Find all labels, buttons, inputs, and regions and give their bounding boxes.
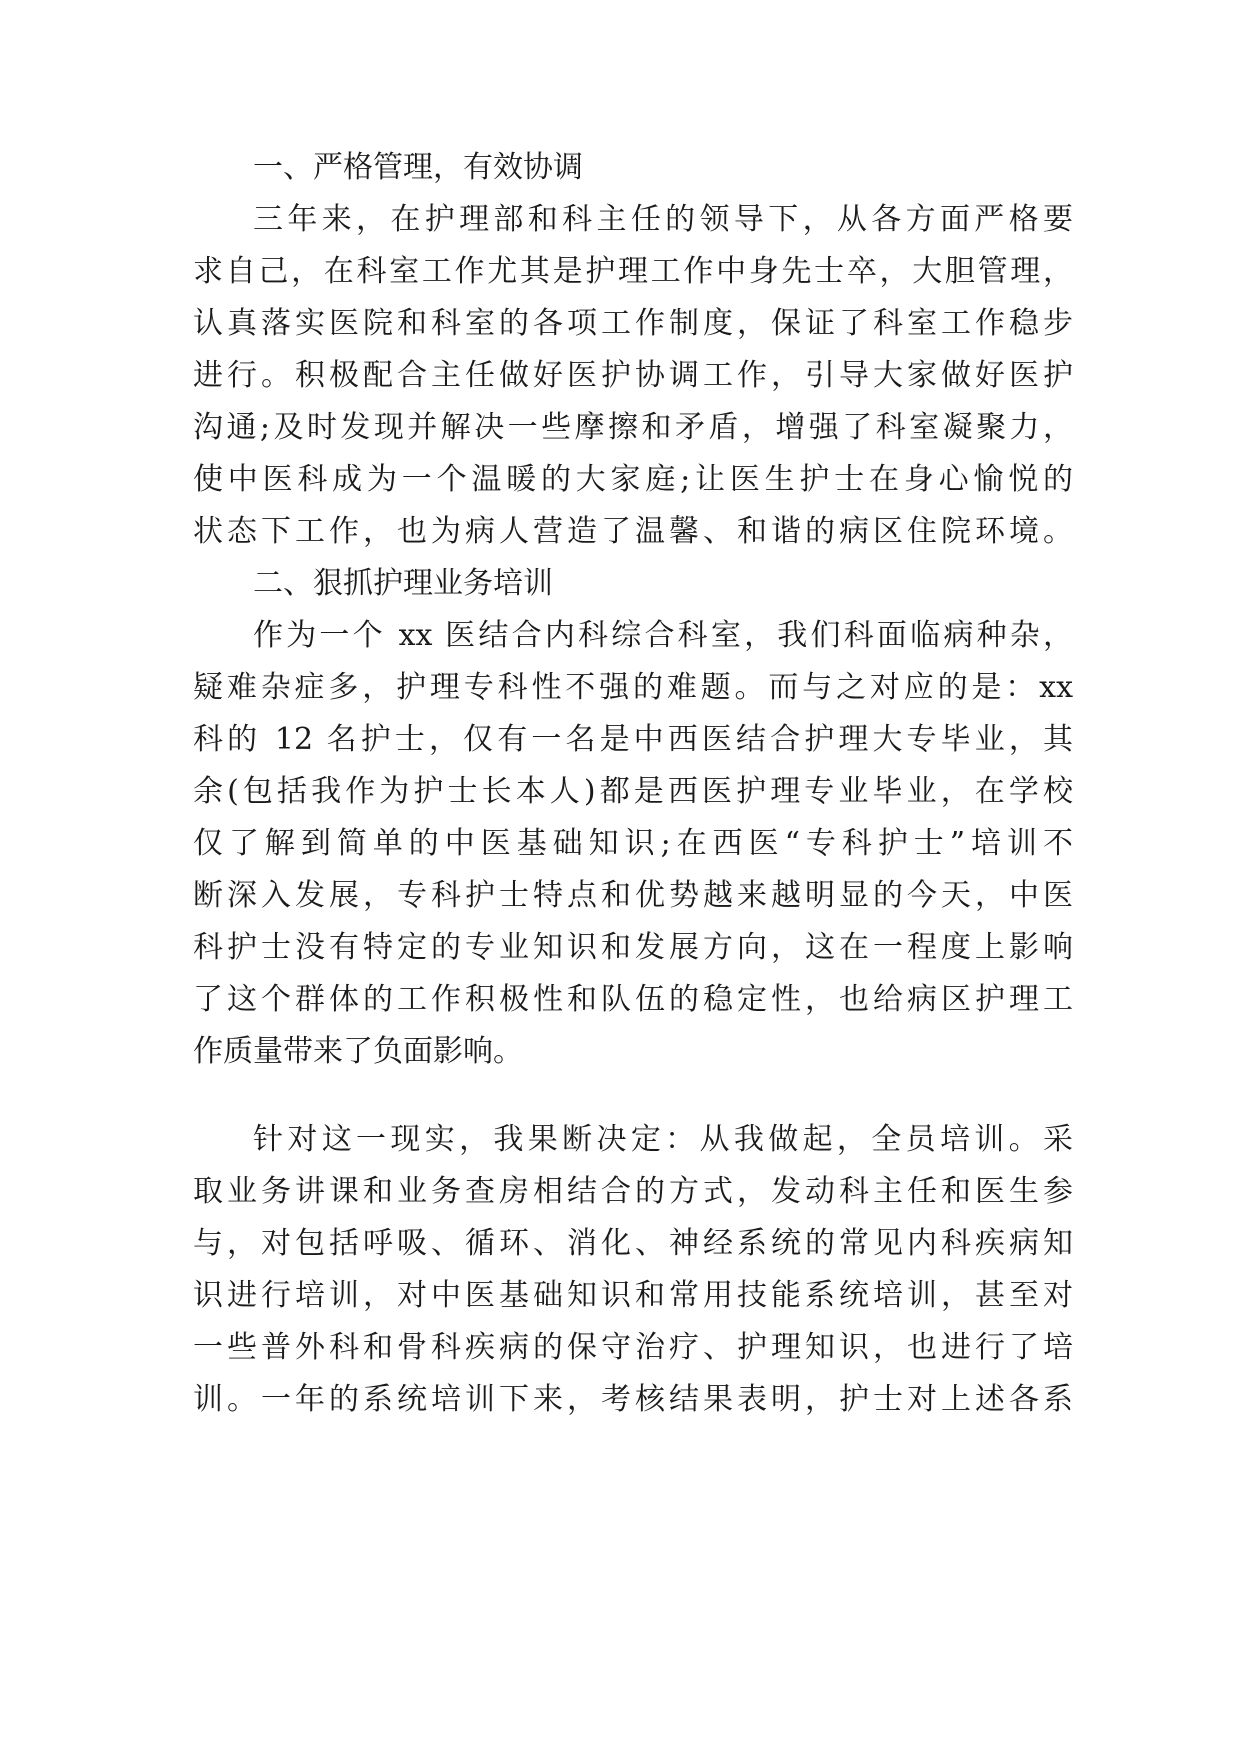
text-line: 科护士没有特定的专业知识和发展方向，这在一程度上影响 [193, 930, 1073, 965]
text-line: 科的 12 名护士，仅有一名是中西医结合护理大专毕业，其 [193, 722, 1073, 757]
text-line: 使中医科成为一个温暖的大家庭;让医生护士在身心愉悦的 [193, 462, 1073, 497]
text-line: 断深入发展，专科护士特点和优势越来越明显的今天，中医 [193, 878, 1073, 913]
text-line: 与，对包括呼吸、循环、消化、神经系统的常见内科疾病知 [193, 1226, 1073, 1261]
text-line: 沟通;及时发现并解决一些摩擦和矛盾，增强了科室凝聚力， [193, 410, 1073, 445]
text-line: 一些普外科和骨科疾病的保守治疗、护理知识，也进行了培 [193, 1330, 1073, 1365]
text-line: 作质量带来了负面影响。 [193, 1034, 523, 1069]
text-line: 疑难杂症多，护理专科性不强的难题。而与之对应的是：xx [193, 670, 1073, 705]
text-line: 针对这一现实，我果断决定：从我做起，全员培训。采 [253, 1122, 1073, 1157]
text-line: 仅了解到简单的中医基础知识;在西医“专科护士”培训不 [193, 826, 1073, 861]
text-line: 进行。积极配合主任做好医护协调工作，引导大家做好医护 [193, 358, 1073, 393]
text-line: 识进行培训，对中医基础知识和常用技能系统培训，甚至对 [193, 1278, 1073, 1313]
text-line: 三年来，在护理部和科主任的领导下，从各方面严格要 [253, 202, 1073, 237]
text-line: 取业务讲课和业务查房相结合的方式，发动科主任和医生参 [193, 1174, 1073, 1209]
text-line: 状态下工作，也为病人营造了温馨、和谐的病区住院环境。 [193, 514, 1073, 549]
heading-strict-management: 一、严格管理，有效协调 [253, 150, 583, 185]
text-line: 求自己，在科室工作尤其是护理工作中身先士卒，大胆管理， [193, 254, 1073, 289]
text-line: 余(包括我作为护士长本人)都是西医护理专业毕业，在学校 [193, 774, 1073, 809]
text-line: 认真落实医院和科室的各项工作制度，保证了科室工作稳步 [193, 306, 1073, 341]
text-line: 作为一个 xx 医结合内科综合科室，我们科面临病种杂， [253, 618, 1073, 653]
text-line: 训。一年的系统培训下来，考核结果表明，护士对上述各系 [193, 1382, 1073, 1417]
heading-nursing-training: 二、狠抓护理业务培训 [253, 566, 553, 601]
text-line: 了这个群体的工作积极性和队伍的稳定性，也给病区护理工 [193, 982, 1073, 1017]
